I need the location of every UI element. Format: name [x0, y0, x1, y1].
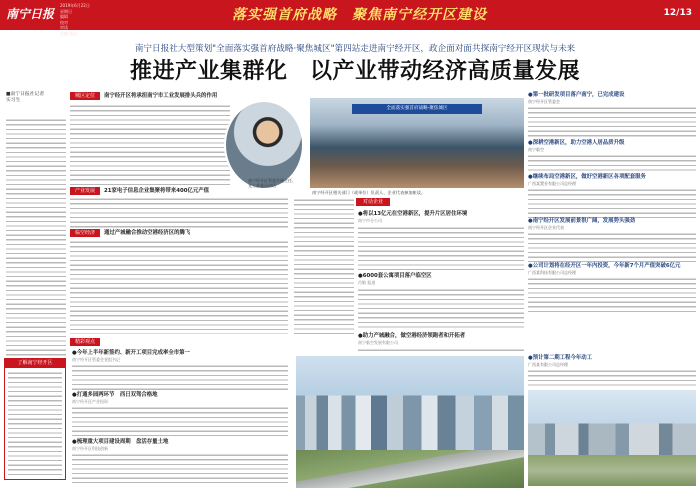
page-banner: 落实强首府战略 聚焦南宁经开区建设	[232, 7, 487, 23]
meeting-banner: 全面落实强首府战略·聚焦城区	[352, 104, 482, 114]
issue-meta	[60, 3, 130, 36]
speaker-portrait	[224, 100, 304, 190]
reporter-line: ■南宁日报社记者	[6, 92, 45, 97]
right-item-source: 广西某科技有限公司总经理	[528, 270, 576, 275]
right-item-heading: ●公司计划将在经开区一年内投资，今年新7个月产值突破6亿元	[528, 263, 681, 269]
viewpoint-heading: ●今年上半年新签约、新开工项目完成率全市第一	[72, 350, 190, 356]
sidebar-box-body	[8, 371, 62, 475]
issue-designer: 美编 版式	[60, 30, 78, 36]
viewpoint-heading: ●打通多园两环节 西日双驾合格地	[72, 392, 158, 398]
headline-title: 推进产业集群化 以产业带动经济高质量发展	[129, 59, 580, 84]
right-item-heading: ●继续布局空港新区，做好空港新区各项配套服务	[528, 174, 646, 180]
viewpoint-source: 南宁经开区产业投资	[72, 399, 108, 404]
right-item-heading: ●第一批研发项目落户南宁，已完成建设	[528, 92, 625, 98]
enterprise-heading: ●将以13亿元在空港新区，提升片区居住环境	[358, 211, 468, 217]
intern-line: 实习生	[6, 98, 21, 104]
sidebar-box-title: 了解南宁经开区	[5, 359, 65, 368]
article-body-column	[6, 118, 66, 356]
article-body	[70, 240, 288, 334]
enterprise-body	[358, 288, 524, 330]
issue-weekday: 星期日	[60, 8, 72, 14]
right-item-body	[528, 277, 696, 315]
right-item-source: 南宁经开区管委会	[528, 99, 560, 104]
headline-kicker: 南宁日报社大型策划"全面落实强首府战略·聚焦城区"第四站走进南宁经开区，政企面对面共探南宁经开区现状与未来	[134, 44, 576, 54]
right-item-source: 南宁临空	[528, 147, 544, 152]
section-subtitle: 南宁经开区将承担南宁市工业发展排头兵的作用	[104, 93, 218, 99]
section-tag: 城区定位	[70, 92, 100, 100]
right-item-heading: ●南宁经开区发展前景很广阔，发展势头强劲	[528, 218, 636, 224]
enterprise-heading: ●助力产城融合，做空港经济领跑者和开拓者	[358, 333, 466, 339]
section-tag: 临空经济	[70, 229, 100, 237]
enterprise-body	[358, 226, 524, 270]
enterprise-source: 肖敏 报道	[358, 280, 376, 285]
right-item-body	[528, 106, 696, 138]
right-item-body	[528, 188, 696, 218]
right-item-heading: ●深耕空港新区，助力空港人居品质升级	[528, 140, 625, 146]
reporter-byline	[6, 92, 64, 105]
issue-proofreader: 校对	[60, 19, 68, 25]
article-body	[70, 104, 230, 186]
right-item-source: 南宁经开区企业代表	[528, 225, 564, 230]
viewpoint-body	[72, 364, 288, 390]
enterprise-heading: ●6000套公寓项目落户临空区	[358, 273, 432, 279]
issue-date: 2019年6月22日	[60, 3, 90, 8]
right-item-source: 广西某有限公司总经理	[528, 362, 568, 367]
meeting-photo-caption: 南宁经开区相关部门（或单位）负责人、企业代表参加座谈。	[312, 190, 426, 195]
viewpoint-body	[72, 453, 288, 483]
right-item-body	[528, 369, 696, 389]
article-body	[294, 198, 354, 334]
enterprise-source: 南宁市分公司	[358, 218, 382, 223]
viewpoint-body	[72, 406, 288, 436]
issue-editor: 编辑	[60, 14, 68, 19]
right-item-heading: ●预计第二期工程今年动工	[528, 355, 593, 361]
right-item-body	[528, 154, 696, 172]
page-number: 12/13	[663, 8, 692, 18]
enterprise-source: 南宁临空发展有限公司	[358, 340, 398, 345]
article-body	[70, 197, 288, 229]
section-tag: 精彩观点	[70, 338, 100, 346]
enterprise-body	[358, 348, 524, 354]
industrial-park-photo-ground	[528, 455, 696, 486]
viewpoint-source: 南宁经开区管委会党组书记	[72, 357, 120, 362]
viewpoint-heading: ●梳理重大项目建设周期 盘活存量土地	[72, 439, 169, 445]
section-subtitle: 21家电子信息企业集聚将带来400亿元产值	[104, 188, 210, 194]
issue-reviewer: 审读	[60, 25, 68, 30]
section-tag: 产业发展	[70, 187, 100, 195]
right-item-body	[528, 232, 696, 262]
section-subtitle: 通过产城融合推动空港经济区的腾飞	[104, 230, 191, 236]
newspaper-logo: 南宁日报	[6, 7, 55, 21]
section-tag: 对话企业	[356, 198, 390, 206]
city-aerial-photo-ground	[296, 450, 524, 488]
right-item-source: 广西某置业有限公司总经理	[528, 181, 576, 186]
viewpoint-source: 南宁经开区科技创新	[72, 446, 108, 451]
portrait-caption: 南宁经开区管委会副主任、党工委委员讲话	[248, 178, 296, 188]
